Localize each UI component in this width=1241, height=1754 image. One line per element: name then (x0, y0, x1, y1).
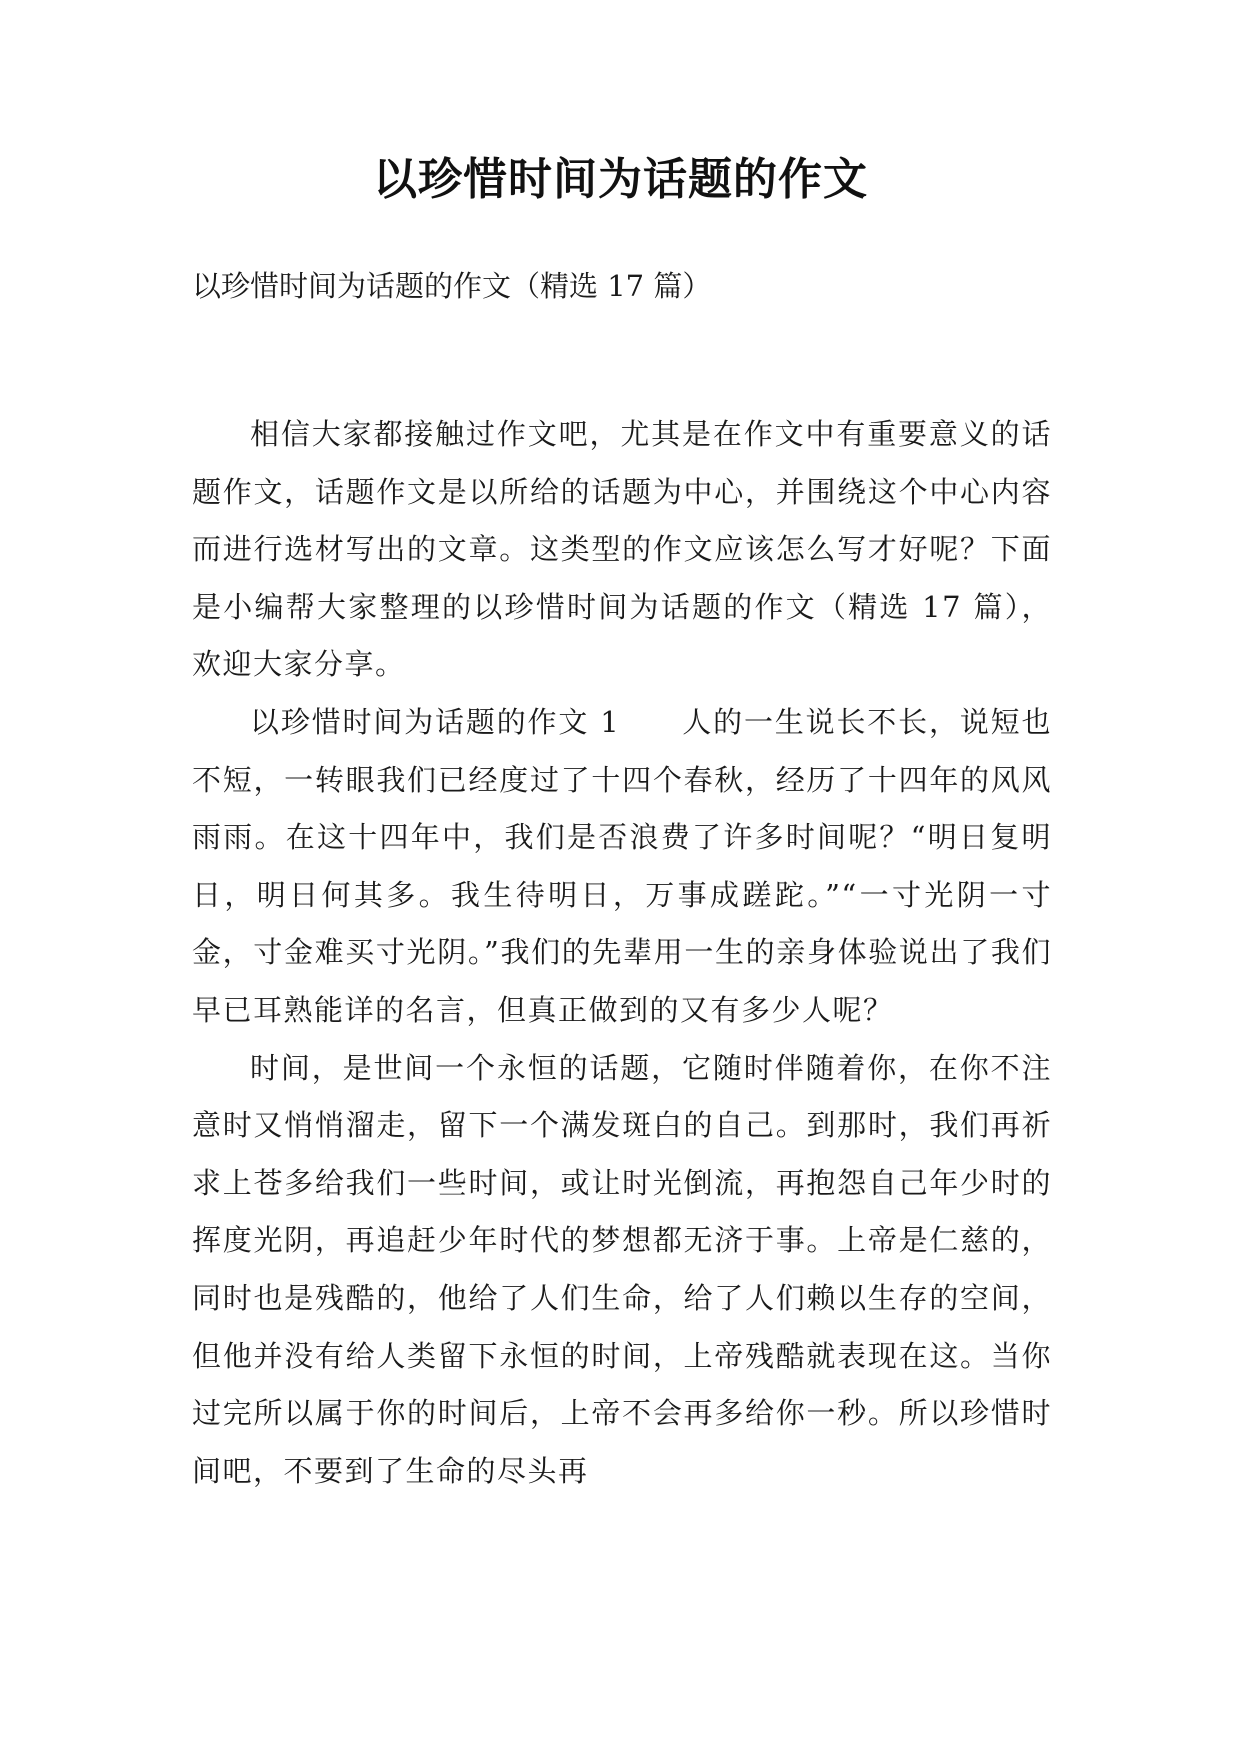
paragraph-intro: 相信大家都接触过作文吧，尤其是在作文中有重要意义的话题作文，话题作文是以所给的话题为中心，并围绕这个中心内容而进行选材写出的文章。这类型的作文应该怎么写才好呢？下面是小编帮大家整理的以珍惜时间为话题的作文（精选 17 篇），欢迎大家分享。 (192, 417, 1052, 682)
paragraph-essay-1: 以珍惜时间为话题的作文 1 人的一生说长不长，说短也不短，一转眼我们已经度过了十四个春秋，经历了十四年的风风雨雨。在这十四年中，我们是否浪费了许多时间呢？“明日复明日，明日何其多。我生待明日，万事成蹉跎。”“一寸光阴一寸金，寸金难买寸光阴。”我们的先辈用一生的亲身体验说出了我们早已耳熟能详的名言，但真正做到的又有多少人呢？ (192, 704, 1052, 1027)
paragraph-time: 时间，是世间一个永恒的话题，它随时伴随着你，在你不注意时又悄悄溜走，留下一个满发斑白的自己。到那时，我们再祈求上苍多给我们一些时间，或让时光倒流，再抱怨自己年少时的挥度光阴，再追赶少年时代的梦想都无济于事。上帝是仁慈的，同时也是残酷的，他给了人们生命，给了人们赖以生存的空间，但他并没有给人类留下永恒的时间，上帝残酷就表现在这。当你过完所以属于你的时间后，上帝不会再多给你一秒。所以珍惜时间吧，不要到了生命的尽头再 (192, 1050, 1052, 1488)
document-title: 以珍惜时间为话题的作文 (373, 154, 868, 205)
document-body (192, 406, 1052, 1500)
document-subtitle: 以珍惜时间为话题的作文（精选 17 篇） (192, 269, 712, 303)
